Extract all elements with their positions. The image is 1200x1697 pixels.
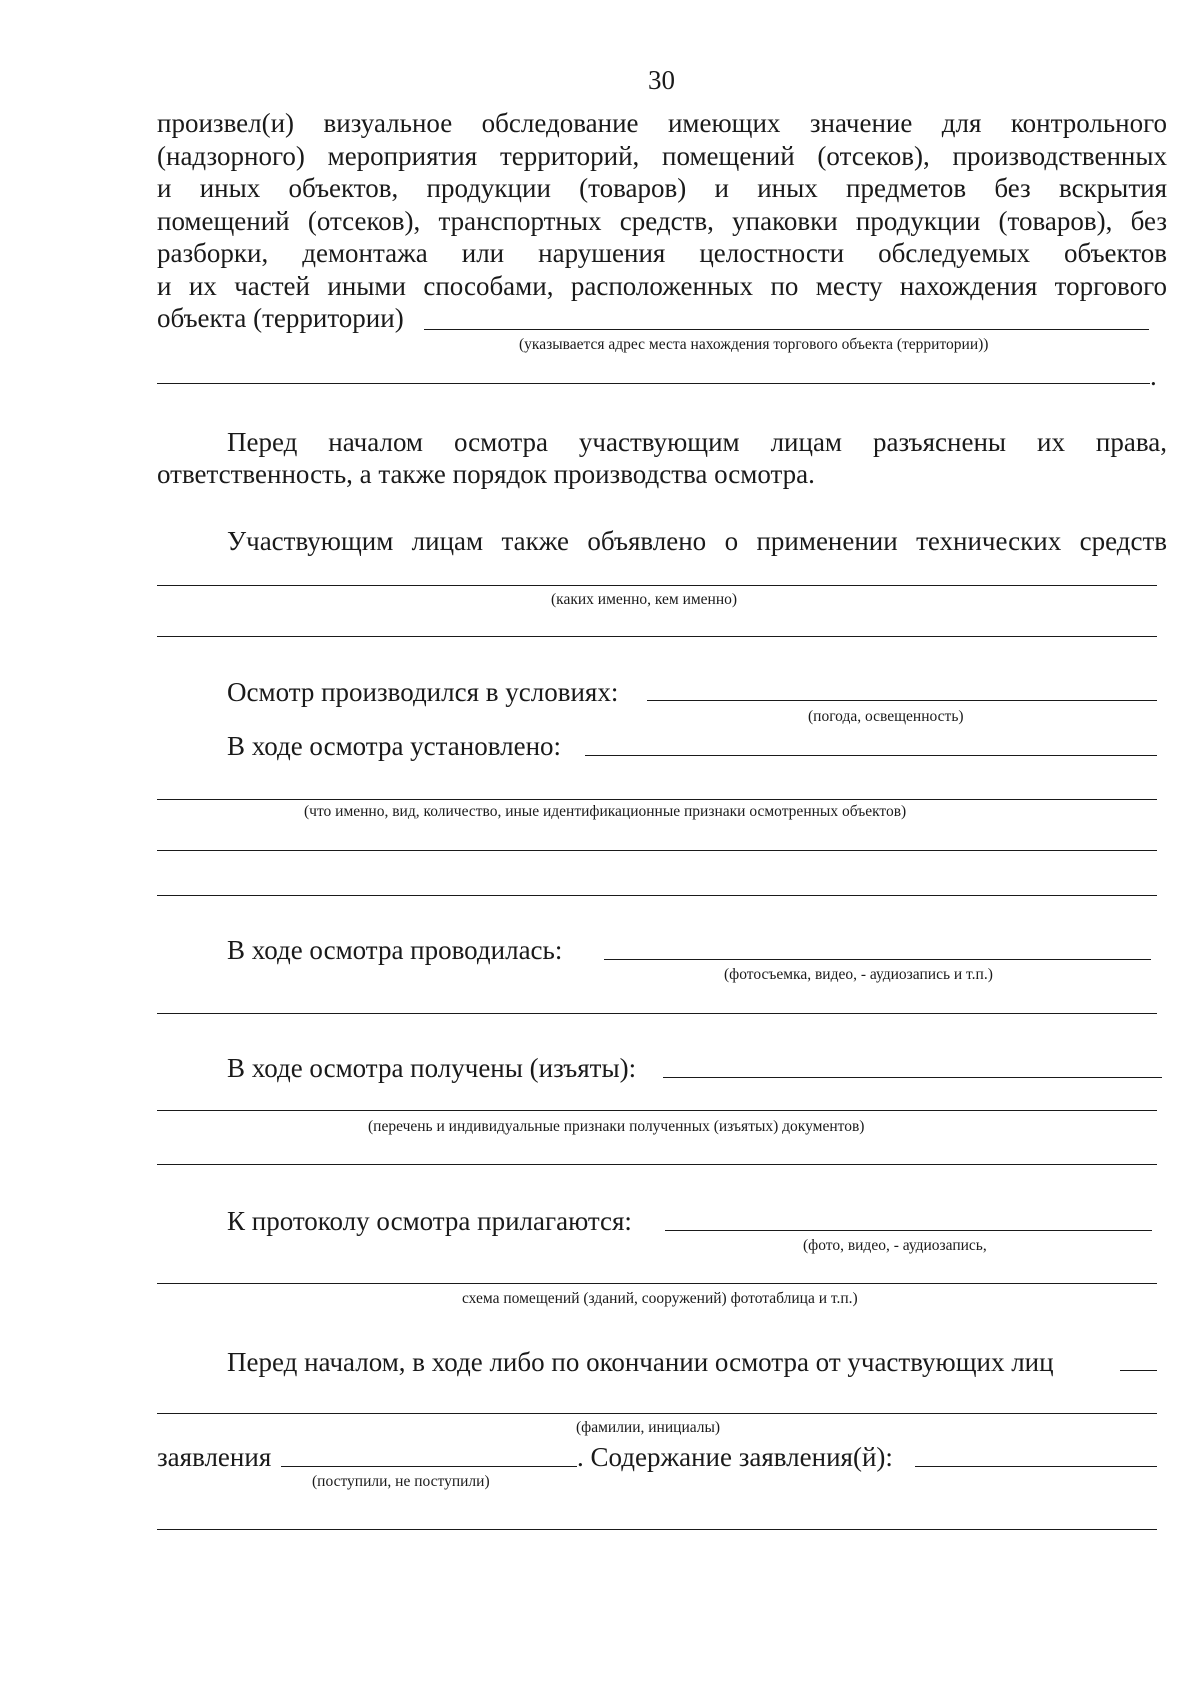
- intro-paragraph: [157, 107, 1167, 335]
- intro-line: помещений (отсеков), транспортных средств, упаковки продукции (товаров), без: [157, 205, 1167, 236]
- intro-line-territory: объекта (территории): [157, 303, 404, 333]
- seized-caption: (перечень и индивидуальные признаки полученных (изъятых) документов): [368, 1118, 865, 1135]
- seized-label: В ходе осмотра получены (изъяты):: [227, 1053, 637, 1083]
- established-field[interactable]: [585, 755, 1157, 756]
- statements-status-field[interactable]: [281, 1466, 577, 1467]
- conditions-label: Осмотр производился в условиях:: [227, 677, 619, 707]
- attached-caption-1: (фото, видео, - аудиозапись,: [803, 1237, 987, 1254]
- intro-line: разборки, демонтажа или нарушения целостности обследуемых объектов: [157, 238, 1167, 268]
- address-end-period: .: [1150, 361, 1157, 391]
- recording-field[interactable]: [604, 959, 1151, 960]
- seized-field-3[interactable]: [157, 1164, 1157, 1165]
- rights-line: ответственность, а также порядок производства осмотра.: [157, 459, 815, 489]
- rights-paragraph: [157, 426, 1167, 490]
- conditions-caption: (погода, освещенность): [808, 708, 964, 725]
- rights-line: Перед началом осмотра участвующим лицам разъяснены их права,: [227, 427, 1167, 457]
- attached-field[interactable]: [665, 1230, 1152, 1231]
- tech-means-caption: (каких именно, кем именно): [551, 591, 738, 608]
- statements-content-label: . Содержание заявления(й):: [577, 1442, 893, 1472]
- intro-line: и иных объектов, продукции (товаров) и иных предметов без вскрытия: [157, 173, 1167, 203]
- established-field-2[interactable]: [157, 799, 1157, 800]
- tech-means-text: Участвующим лицам также объявлено о применении технических средств: [227, 526, 1167, 556]
- established-field-3[interactable]: [157, 850, 1157, 851]
- page-number: 30: [648, 65, 675, 95]
- seized-field-2[interactable]: [157, 1110, 1157, 1111]
- statements-names-field[interactable]: [157, 1413, 1157, 1414]
- address-field-continued[interactable]: [157, 383, 1150, 384]
- conditions-field[interactable]: [647, 700, 1157, 701]
- established-caption: (что именно, вид, количество, иные идентификационные признаки осмотренных объектов): [304, 803, 907, 820]
- attached-label: К протоколу осмотра прилагаются:: [227, 1206, 632, 1236]
- recording-caption: (фотосъемка, видео, - аудиозапись и т.п.): [724, 966, 993, 983]
- tech-means-field-continued[interactable]: [157, 636, 1157, 637]
- intro-line: и их частей иными способами, расположенных по месту нахождения торгового: [157, 270, 1167, 301]
- statements-intro-field[interactable]: [1120, 1370, 1157, 1371]
- statements-status-caption: (поступили, не поступили): [312, 1473, 490, 1490]
- intro-line: произвел(и) визуальное обследование имеющих значение для контрольного: [157, 108, 1167, 138]
- attached-field-continued[interactable]: [157, 1283, 1157, 1284]
- tech-means-label: [227, 525, 1167, 557]
- established-field-4[interactable]: [157, 895, 1157, 896]
- intro-line: (надзорного) мероприятия территорий, помещений (отсеков), производственных: [157, 140, 1167, 171]
- address-caption: (указывается адрес места нахождения торгового объекта (территории)): [519, 336, 989, 353]
- attached-caption-2: схема помещений (зданий, сооружений) фототаблица и т.п.): [462, 1290, 858, 1307]
- statements-content-field-continued[interactable]: [157, 1529, 1157, 1530]
- seized-field[interactable]: [663, 1077, 1162, 1078]
- statements-content-field[interactable]: [915, 1466, 1157, 1467]
- statements-intro: Перед началом, в ходе либо по окончании осмотра от участвующих лиц: [227, 1347, 1054, 1377]
- established-label: В ходе осмотра установлено:: [227, 731, 562, 761]
- recording-field-continued[interactable]: [157, 1013, 1157, 1014]
- statements-label: заявления: [157, 1442, 272, 1472]
- address-field[interactable]: [424, 329, 1149, 330]
- recording-label: В ходе осмотра проводилась:: [227, 935, 563, 965]
- statements-names-caption: (фамилии, инициалы): [576, 1419, 721, 1436]
- tech-means-field[interactable]: [157, 585, 1157, 586]
